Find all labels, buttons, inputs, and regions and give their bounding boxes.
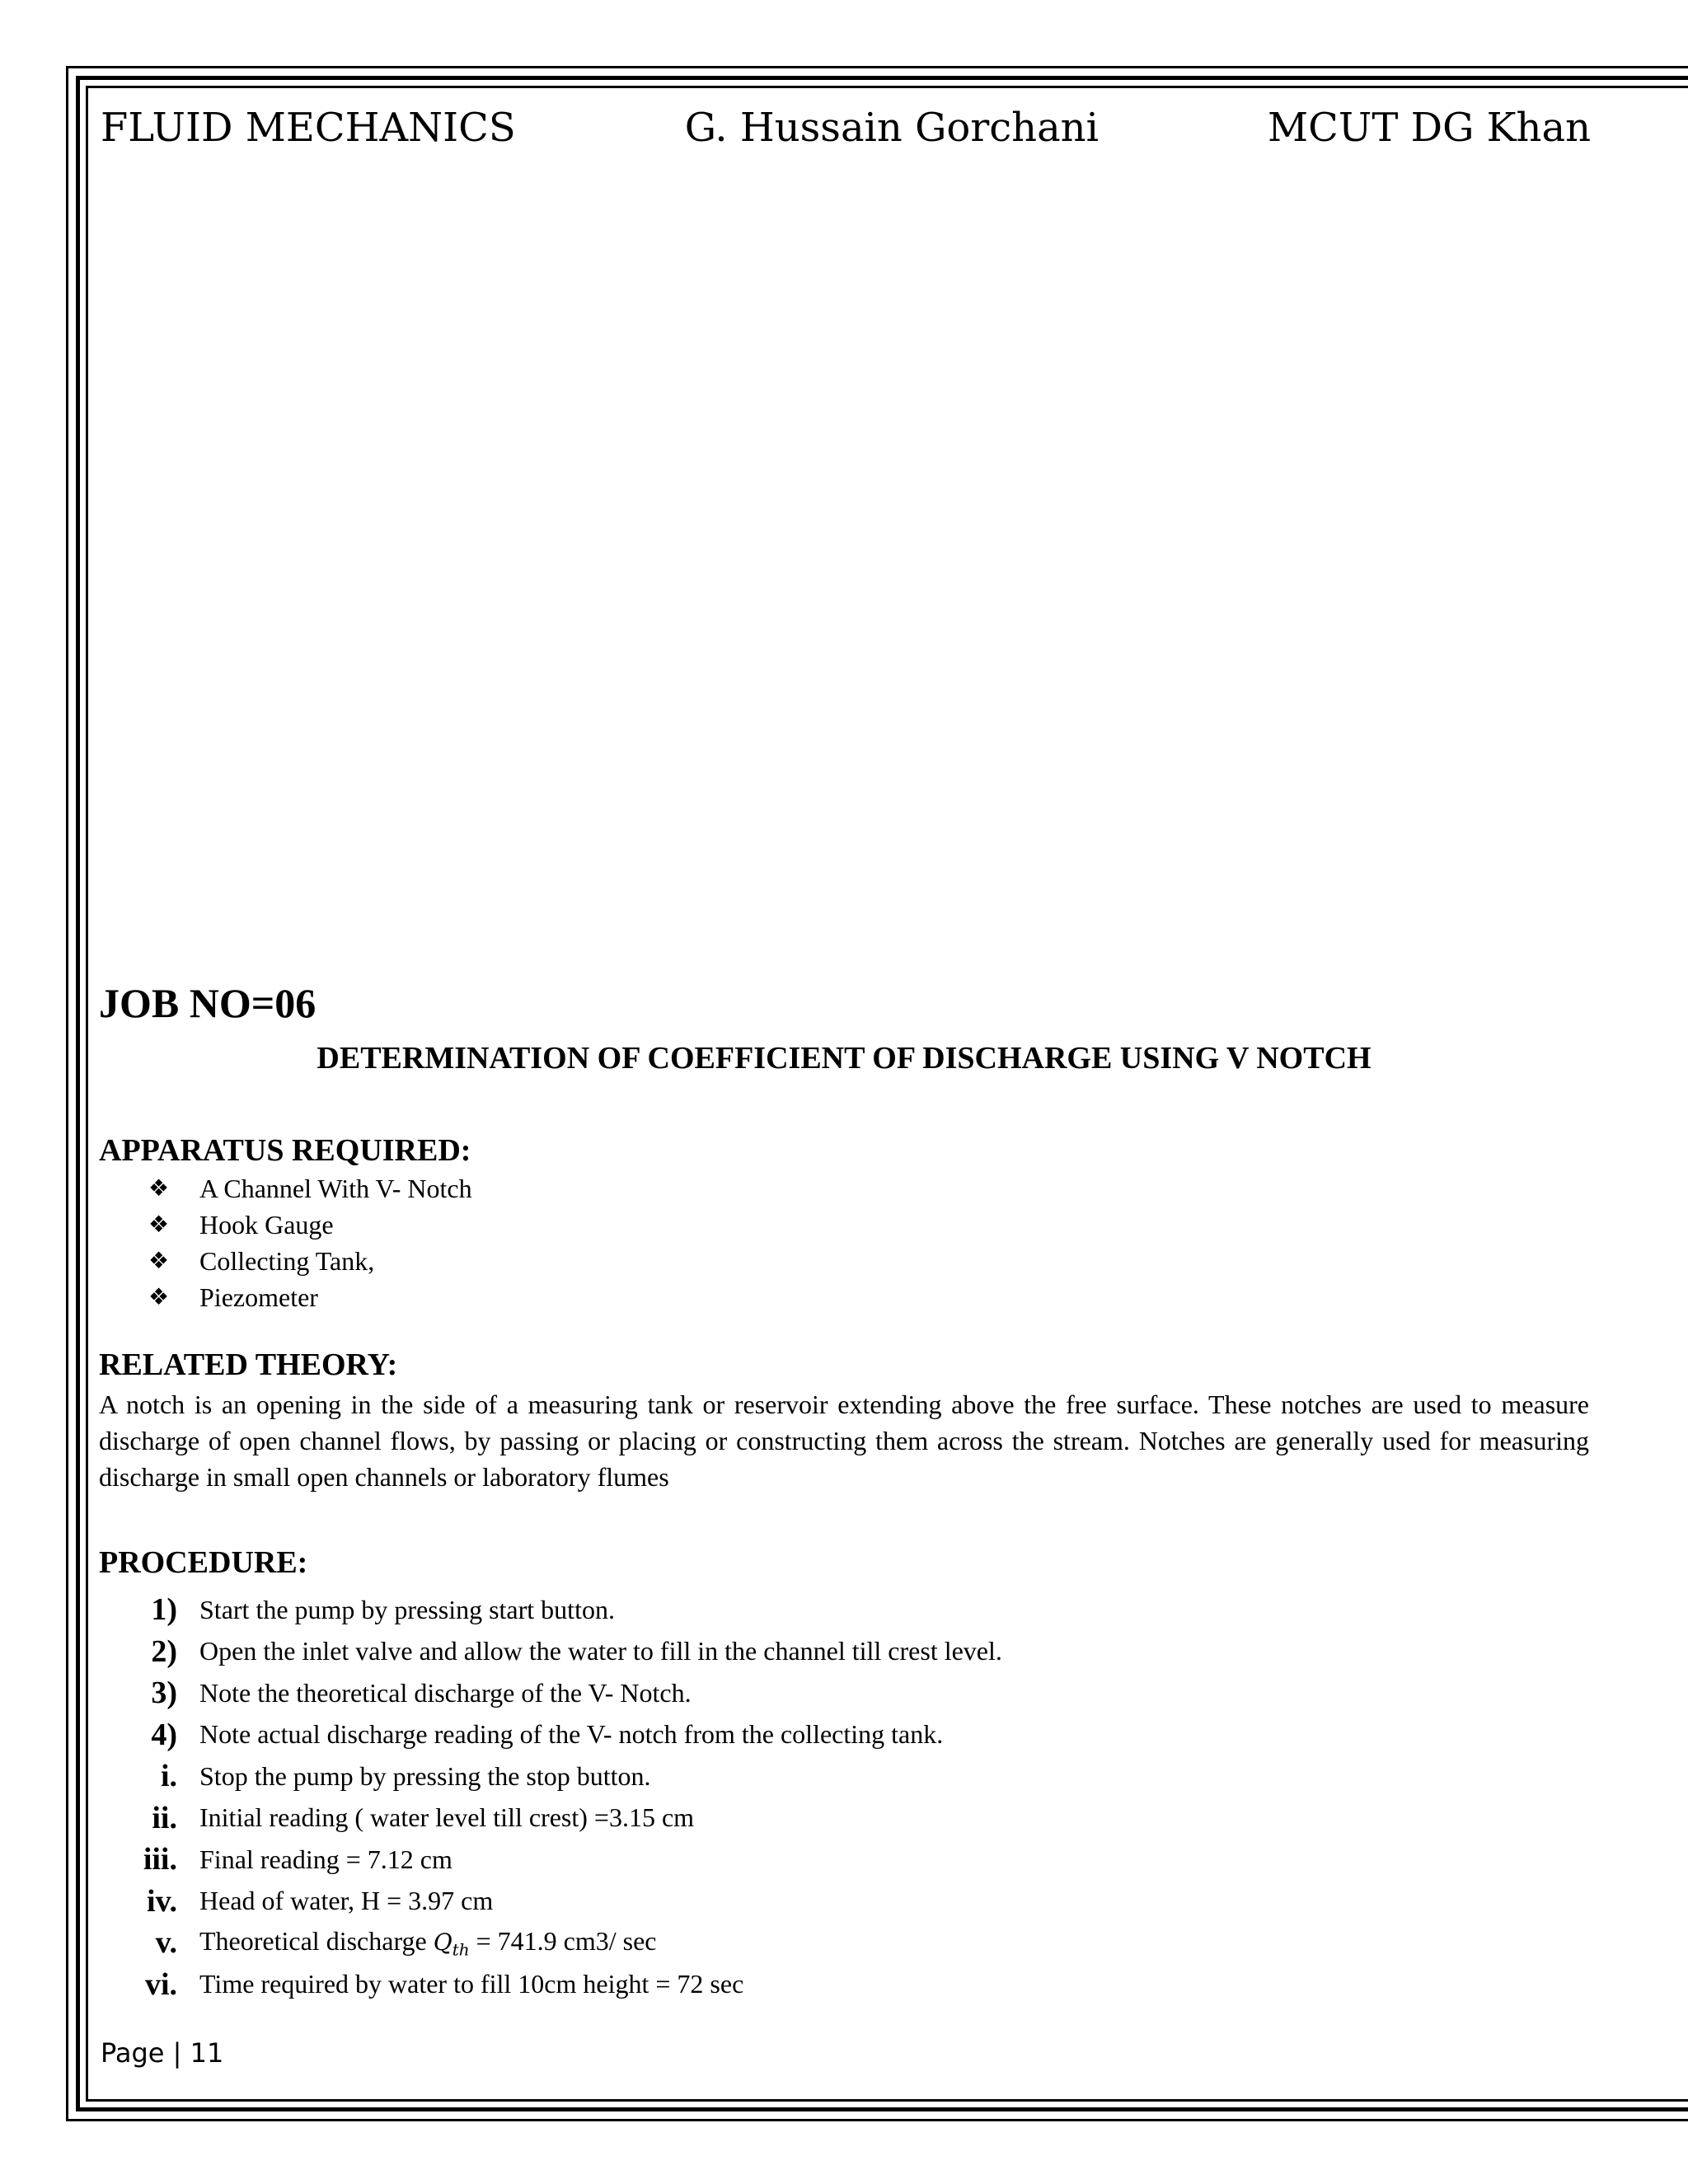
job-title: DETERMINATION OF COEFFICIENT OF DISCHARGE USING V NOTCH [316,1041,1372,1076]
math-subscript: th [452,1939,470,1960]
list-item [148,1207,472,1243]
step-text-before: Theoretical discharge [199,1925,434,1956]
step-marker: vi. [144,1966,177,2002]
diamond-bullet-icon: ❖ [148,1285,170,1310]
list-item [99,1797,1002,1840]
procedure-heading: PROCEDURE: [99,1545,308,1580]
list-item [148,1170,472,1207]
list-item-text: A Channel With V- Notch [199,1173,472,1203]
diamond-bullet-icon: ❖ [148,1176,170,1202]
step-text [199,1926,657,1960]
list-item [148,1279,472,1315]
apparatus-list [148,1170,472,1315]
step-text-after: = 741.9 cm3/ sec [469,1925,657,1956]
step-marker: iv. [147,1883,177,1919]
diamond-bullet-icon: ❖ [148,1249,170,1274]
step-text: Initial reading ( water level till crest) =3.15 cm [199,1802,695,1833]
step-marker: 1) [151,1592,177,1628]
step-marker: 2) [151,1633,177,1669]
step-text: Final reading = 7.12 cm [199,1844,452,1874]
step-text: Open the inlet valve and allow the water to fill in the channel till crest level. [199,1636,1002,1666]
header-author: G. Hussain Gorchani [684,105,1099,151]
list-item [99,1922,1002,1964]
step-marker: ii. [152,1800,177,1835]
step-text: Note the theoretical discharge of the V- Notch. [199,1677,692,1708]
list-item [99,1589,1002,1631]
list-item [99,1714,1002,1756]
page-header [101,101,1591,155]
step-text: Note actual discharge reading of the V- notch from the collecting tank. [199,1719,944,1750]
list-item [99,1964,1002,2006]
apparatus-heading: APPARATUS REQUIRED: [99,1133,471,1168]
list-item-text: Collecting Tank, [199,1245,375,1276]
list-item [99,1755,1002,1797]
job-number: JOB NO=06 [99,980,316,1026]
step-marker: iii. [143,1842,177,1877]
step-marker: 3) [151,1675,177,1711]
list-item [99,1881,1002,1923]
step-text: Head of water, H = 3.97 cm [199,1886,494,1916]
step-marker: v. [155,1925,177,1961]
list-item-text: Piezometer [199,1282,318,1312]
diamond-bullet-icon: ❖ [148,1212,170,1238]
step-text: Stop the pump by pressing the stop button. [199,1760,651,1791]
header-institution: MCUT DG Khan [1267,105,1591,151]
header-subject: FLUID MECHANICS [101,105,516,151]
theory-heading: RELATED THEORY: [99,1347,398,1382]
step-text: Start the pump by pressing start button. [199,1594,615,1624]
step-marker: i. [160,1759,177,1794]
list-item-text: Hook Gauge [199,1209,334,1240]
list-item [99,1631,1002,1673]
list-item [99,1672,1002,1714]
list-item [99,1839,1002,1881]
step-text: Time required by water to fill 10cm height = 72 sec [199,1969,744,1999]
page-footer: Page | 11 [101,2037,224,2069]
step-marker: 4) [151,1717,177,1752]
theory-paragraph: A notch is an opening in the side of a measuring tank or reservoir extending above the free surface. These notches are used to measure discharge of open channel flows, by passing or placing or constructing them across the stream. Notches are generally used for measuring discharge in small open channels or laboratory flumes [99,1390,1589,1492]
math-base: Q [433,1928,452,1956]
list-item [148,1243,472,1279]
procedure-list [99,1589,1002,2005]
math-symbol [433,1928,470,1960]
